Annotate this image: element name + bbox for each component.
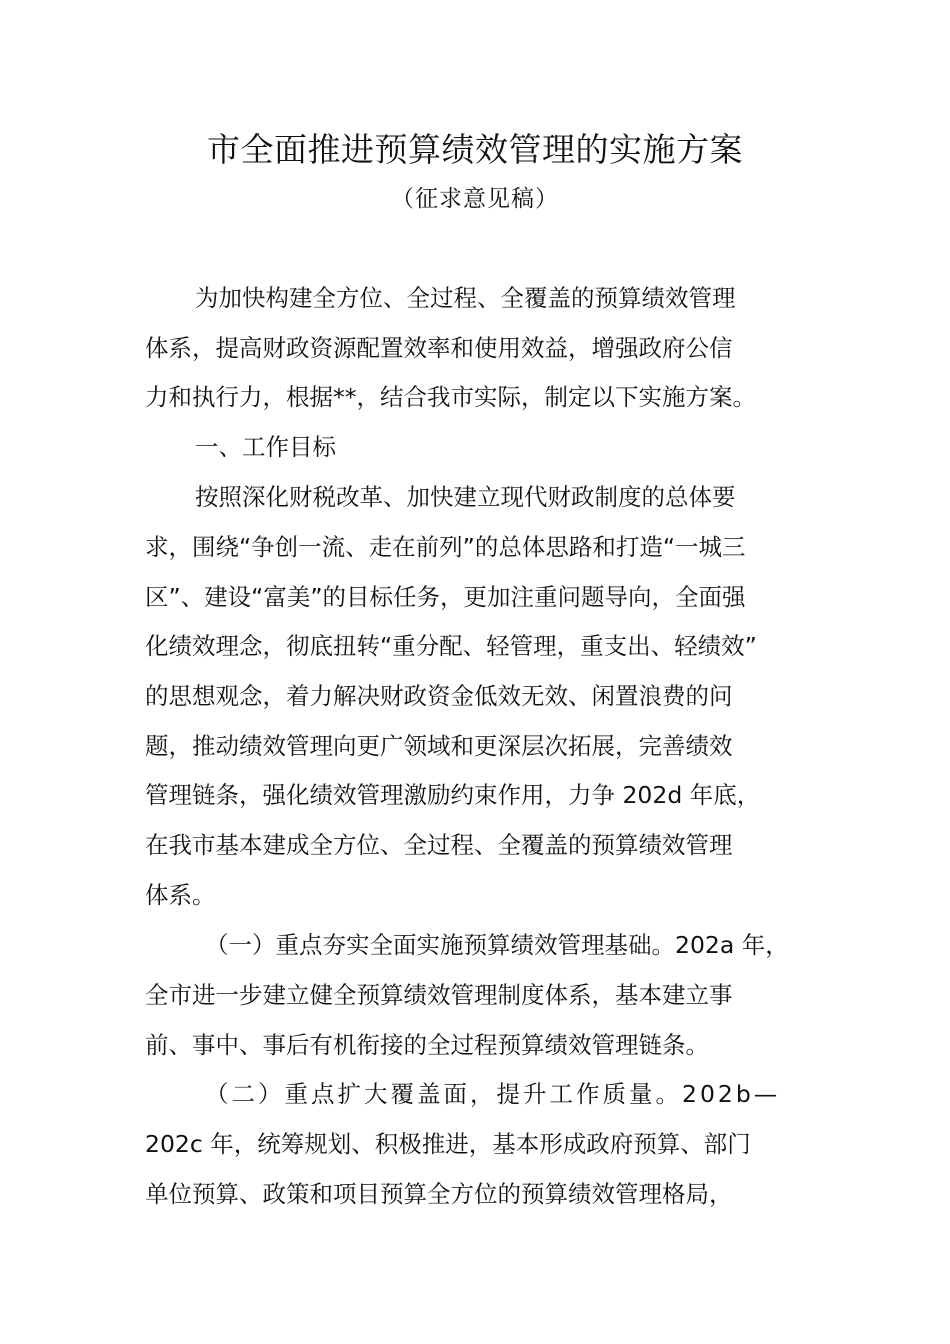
paragraph-line: 全市进一步建立健全预算绩效管理制度体系，基本建立事 — [145, 981, 733, 1009]
paragraph-line: 区”、建设“富美”的目标任务，更加注重问题导向，全面强 — [145, 583, 746, 611]
paragraph-line: 求，围绕“争创一流、走在前列”的总体思路和打造“一城三 — [145, 533, 746, 561]
paragraph-line: 单位预算、政策和项目预算全方位的预算绩效管理格局， — [145, 1180, 733, 1208]
paragraph-line: 题，推动绩效管理向更广领域和更深层次拓展，完善绩效 — [145, 732, 733, 760]
paragraph-line: 的思想观念，着力解决财政资金低效无效、闲置浪费的问 — [145, 682, 733, 710]
paragraph-line: 管理链条，强化绩效管理激励约束作用，力争 202d 年底， — [145, 781, 761, 809]
paragraph-line: 体系，提高财政资源配置效率和使用效益，增强政府公信 — [145, 334, 733, 362]
paragraph-line: 力和执行力，根据**，结合我市实际，制定以下实施方案。 — [145, 383, 756, 411]
paragraph-line: （一）重点夯实全面实施预算绩效管理基础。202a 年， — [205, 931, 789, 959]
document-subtitle: （征求意见稿） — [391, 186, 559, 212]
paragraph-line: 为加快构建全方位、全过程、全覆盖的预算绩效管理 — [195, 284, 736, 312]
paragraph-line: 前、事中、事后有机衔接的全过程预算绩效管理链条。 — [145, 1031, 709, 1059]
paragraph-line: （二）重点扩大覆盖面，提升工作质量。202b— — [205, 1080, 781, 1108]
section-heading: 一、工作目标 — [195, 433, 336, 461]
paragraph-line: 体系。 — [145, 881, 216, 909]
paragraph-line: 202c 年，统筹规划、积极推进，基本形成政府预算、部门 — [145, 1130, 751, 1158]
document-title: 市全面推进预算绩效管理的实施方案 — [207, 130, 743, 169]
paragraph-line: 在我市基本建成全方位、全过程、全覆盖的预算绩效管理 — [145, 831, 733, 859]
paragraph-line: 按照深化财税改革、加快建立现代财政制度的总体要 — [195, 483, 736, 511]
paragraph-line: 化绩效理念，彻底扭转“重分配、轻管理，重支出、轻绩效” — [145, 632, 757, 660]
